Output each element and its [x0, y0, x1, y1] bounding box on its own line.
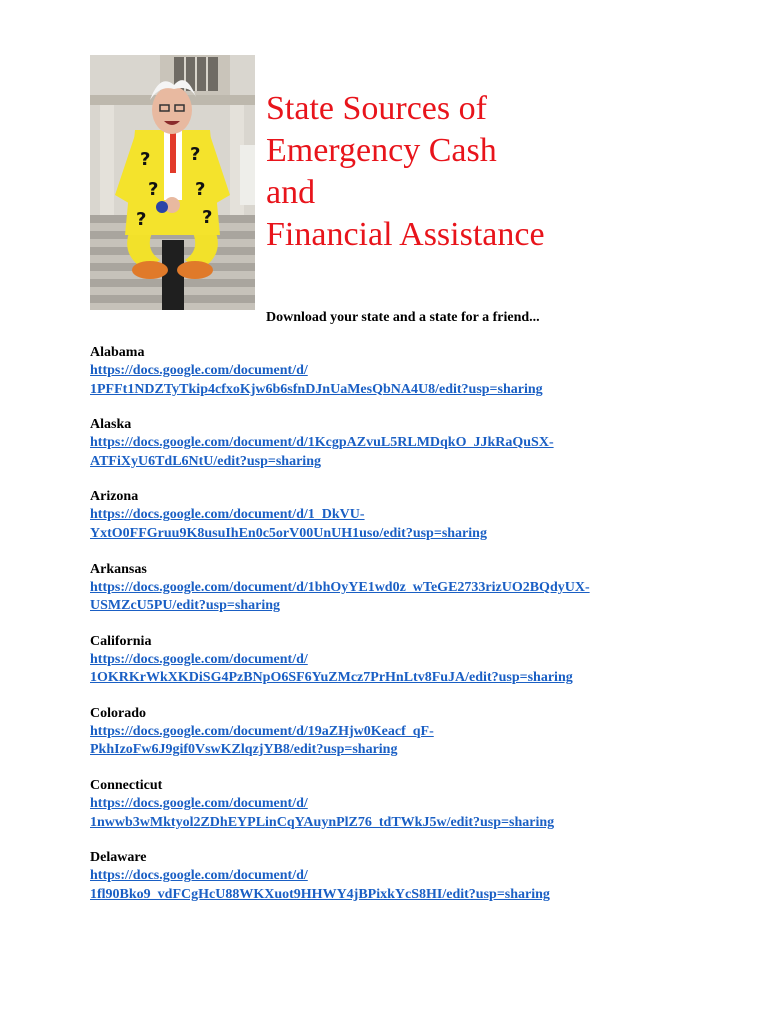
state-doc-link[interactable] — [90, 723, 710, 760]
link-line-1[interactable]: https://docs.google.com/document/d/ — [90, 868, 308, 884]
svg-text:?: ? — [190, 144, 201, 165]
man-in-question-mark-suit-image — [90, 55, 255, 310]
state-list — [90, 344, 710, 922]
author-photo — [90, 55, 255, 310]
state-doc-link[interactable] — [90, 867, 710, 904]
state-doc-link[interactable] — [90, 362, 710, 399]
link-line-2[interactable]: YxtO0FFGruu9K8usuIhEn0c5orV00UnUH1uso/edit?usp=sharing — [90, 525, 487, 541]
link-line-2[interactable]: ATFiXyU6TdL6NtU/edit?usp=sharing — [90, 453, 321, 469]
svg-text:?: ? — [136, 209, 147, 230]
state-name: California — [90, 633, 152, 649]
title-line-1: State Sources of — [266, 90, 487, 127]
title-line-4: Financial Assistance — [266, 216, 545, 253]
link-line-2[interactable]: PkhIzoFw6J9gif0VswKZlqzjYB8/edit?usp=sharing — [90, 742, 398, 758]
state-doc-link[interactable] — [90, 434, 710, 471]
link-line-1[interactable]: https://docs.google.com/document/d/1KcgpAZvuL5RLMDqkO_JJkRaQuSX- — [90, 435, 554, 451]
state-entry-alabama — [90, 344, 710, 399]
state-entry-connecticut — [90, 777, 710, 832]
link-line-2[interactable]: 1OKRKrWkXKDiSG4PzBNpO6SF6YuZMcz7PrHnLtv8FuJA/edit?usp=sharing — [90, 670, 573, 686]
subtitle: Download your state and a state for a friend... — [266, 310, 540, 325]
link-line-2[interactable]: 1fl90Bko9_vdFCgHcU88WKXuot9HHWY4jBPixkYcS8HI/edit?usp=sharing — [90, 886, 550, 902]
link-line-1[interactable]: https://docs.google.com/document/d/19aZHjw0Keacf_qF- — [90, 723, 434, 739]
title-line-3: and — [266, 174, 316, 211]
title-line-2: Emergency Cash — [266, 132, 497, 169]
state-entry-alaska — [90, 416, 710, 471]
state-name: Alabama — [90, 345, 145, 360]
state-name: Arizona — [90, 489, 139, 505]
document-title — [266, 88, 746, 256]
state-entry-delaware — [90, 849, 710, 904]
state-entry-arkansas — [90, 561, 710, 616]
link-line-1[interactable]: https://docs.google.com/document/d/1bhOyYE1wd0z_wTeGE2733rizUO2BQdyUX- — [90, 579, 590, 595]
state-name: Delaware — [90, 850, 147, 866]
state-doc-link[interactable] — [90, 506, 710, 543]
svg-text:?: ? — [148, 179, 159, 200]
state-name: Connecticut — [90, 778, 163, 794]
state-doc-link[interactable] — [90, 795, 710, 832]
state-name: Arkansas — [90, 561, 147, 577]
state-name: Colorado — [90, 705, 146, 721]
state-entry-colorado — [90, 705, 710, 760]
state-doc-link[interactable] — [90, 579, 710, 616]
link-line-2[interactable]: 1PFFt1NDZTyTkip4cfxoKjw6b6sfnDJnUaMesQbNA4U8/edit?usp=sharing — [90, 381, 543, 397]
svg-text:?: ? — [140, 149, 151, 170]
link-line-1[interactable]: https://docs.google.com/document/d/1_DkVU- — [90, 507, 365, 523]
svg-text:?: ? — [202, 207, 213, 228]
link-line-2[interactable]: USMZcU5PU/edit?usp=sharing — [90, 598, 280, 614]
svg-text:?: ? — [195, 179, 206, 200]
state-entry-california — [90, 633, 710, 688]
link-line-1[interactable]: https://docs.google.com/document/d/ — [90, 651, 308, 667]
state-entry-arizona — [90, 488, 710, 543]
link-line-2[interactable]: 1nwwb3wMktyol2ZDhEYPLinCqYAuynPlZ76_tdTWkJ5w/edit?usp=sharing — [90, 814, 555, 830]
state-doc-link[interactable] — [90, 651, 710, 688]
link-line-1[interactable]: https://docs.google.com/document/d/ — [90, 796, 308, 812]
link-line-1[interactable]: https://docs.google.com/document/d/ — [90, 363, 308, 378]
state-name: Alaska — [90, 417, 132, 433]
